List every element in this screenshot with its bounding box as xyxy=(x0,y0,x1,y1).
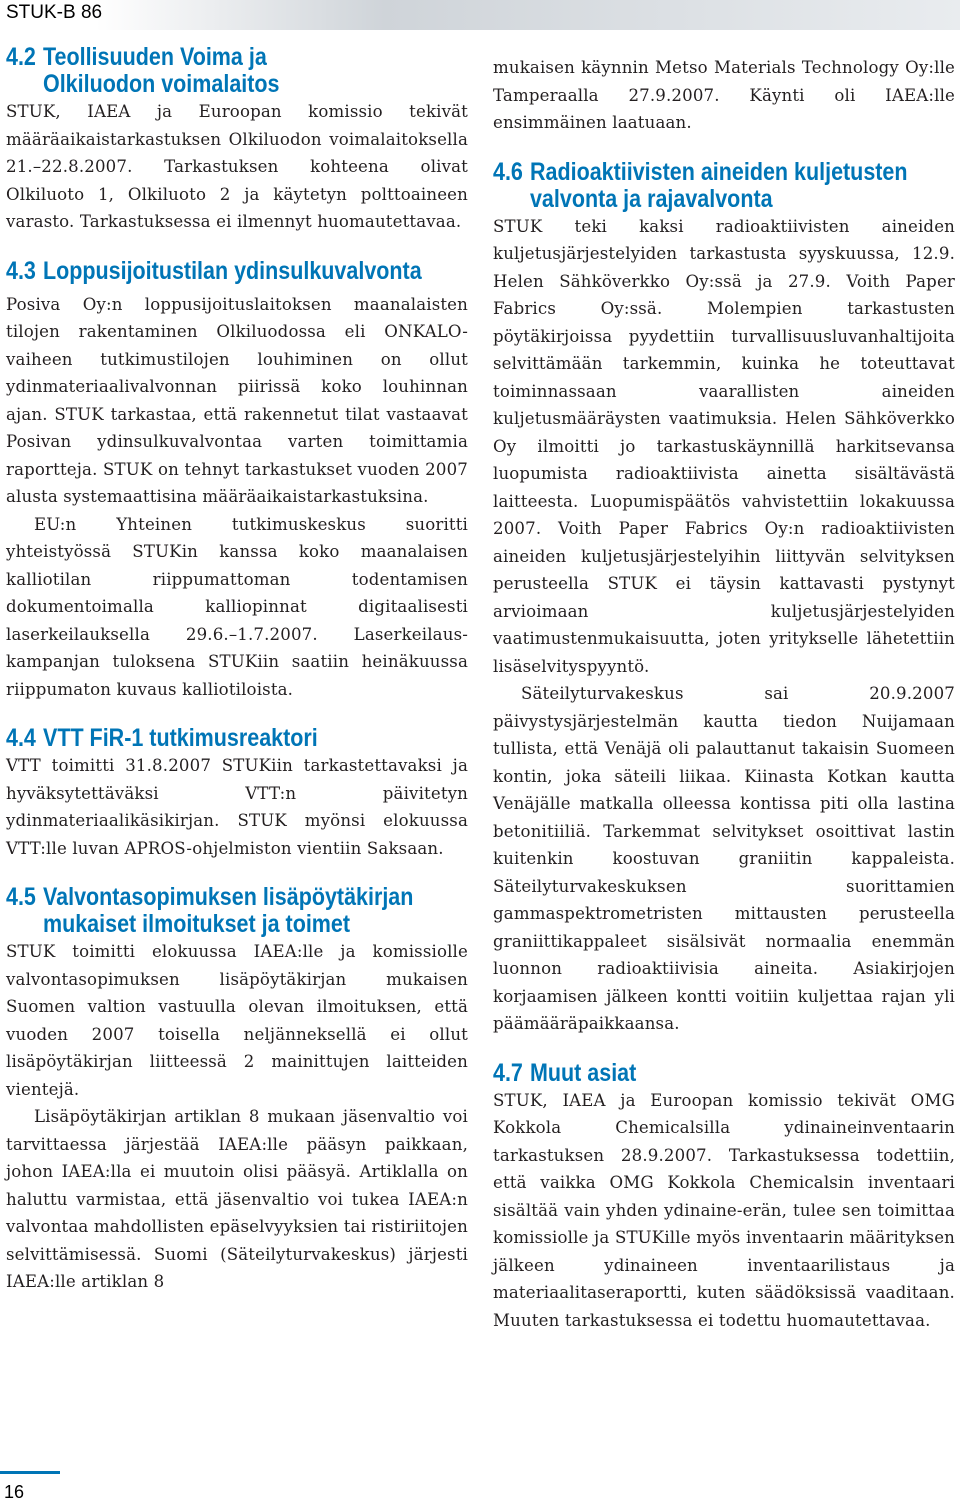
paragraph: EU:n Yhteinen tutkimuskeskus suoritti yhteistyössä STUKin kanssa koko maanalaisen kalliotilan riippumattoman todentamisen dokumentoimalla kalliopinnat digitaalisesti laserkeilauksella 29.6.–1.7.2007. Laserkeilaus-kampanjan tuloksena STUKiin saatiin heinäkuussa riippumaton kuvaus kalliotiloista. xyxy=(6,514,468,699)
paragraph: Säteilyturvakeskus sai 20.9.2007 päivystysjärjestelmän kautta tiedon Nuijamaan tullista, että Venäjä oli palauttanut takaisin Suomeen kontin, joka säteili liikaa. Kiinasta Kotkan kautta Venäjälle matkalla olleessa kontissa piti olla lastina betonitiiliä. Tarkemmat selvitykset osoittivat lastin kuitenkin koostuvan graniitin kappaleista. Säteilyturvakeskuksen suorittamien gammaspektrometristen mittausten perusteella graniittikappaleet sisälsivät normaalia enemmän luonnon radioaktiivisia aineita. Asiakirjojen korjaamisen jälkeen kontti voitiin kuljettaa rajan yli päämääräpaikkaansa. xyxy=(493,684,955,1033)
section-title-line2: valvonta ja rajavalvonta xyxy=(529,184,773,213)
section-number: 4.5 xyxy=(6,883,36,911)
section-heading-4-2 xyxy=(6,44,467,98)
section-number: 4.6 xyxy=(493,157,523,186)
section-title-line1: Valvontasopimuksen lisäpöytäkirjan xyxy=(42,883,414,911)
page-number: 16 xyxy=(4,1482,25,1502)
page-header-band xyxy=(0,0,960,30)
paragraph: STUK toimitti elokuussa IAEA:lle ja komissiolle valvontasopimuksen lisäpöytäkirjan mukaisen Suomen valtion vastuulla olevan ilmoituksen, että vuoden 2007 toisella neljänneksellä ei ollut lisäpöytäkirjan liitteessä 2 mainittujen laitteiden vientejä. xyxy=(6,942,468,1099)
section-number: 4.7 xyxy=(493,1058,523,1087)
paragraph: Posiva Oy:n loppusijoituslaitoksen maanalaisten tilojen rakentaminen Olkiluodossa eli ONKALO-vaiheen tutkimustilojen louhiminen on ollut ydinmateriaalivalvonnan piirissä koko louhinnan ajan. STUK tarkastaa, että rakennetut tilat vastaavat Posivan ydinsulkuvalvontaa varten toimittamia raportteja. STUK on tehnyt tarkastukset vuoden 2007 alusta systemaattisina määräaikaistarkastuksina. xyxy=(6,294,468,506)
publication-label: STUK-B 86 xyxy=(6,2,103,23)
paragraph: Lisäpöytäkirjan artiklan 8 mukaan jäsenvaltio voi tarvittaessa järjestää IAEA:lle pääsyn paikkaan, johon IAEA:lla ei muutoin olisi pääsyä. Artiklalla on haluttu varmistaa, että jäsenvaltio voi tukea IAEA:n valvontaa mahdollisten epäselvyyksien tai ristiriitojen selvittämisessä. Suomi (Säteilyturvakeskus) järjesti IAEA:lle artiklan 8 xyxy=(6,1107,468,1291)
section-title-line2: Olkiluodon voimalaitos xyxy=(42,70,280,98)
right-column xyxy=(493,54,955,1334)
section-number: 4.3 xyxy=(6,256,36,285)
paragraph: STUK, IAEA ja Euroopan komissio tekivät OMG Kokkola Chemicalsilla ydinaineinventaarin tarkastuksen 28.9.2007. Tarkastuksessa todettiin, että vaikka OMG Kokkola Chemicalsin inventaari sisältää vain yhden ydinaine-erän, tulee sen toimittaa komissiolle ja STUKille myös inventaarin määrityksen jälkeen ydinaineen inventaarilistaus ja materiaalitaseraportti, kuten säädöksissä vaaditaan. Muuten tarkastuksessa ei todettu huomautettavaa. xyxy=(493,1090,955,1330)
paragraph: STUK, IAEA ja Euroopan komissio tekivät määräaikaistarkastuksen Olkiluodon voimalaitoksella 21.–22.8.2007. Tarkastuksen kohteena olivat Olkiluoto 1, Olkiluoto 2 ja käytetyn polttoaineen varasto. Tarkastuksessa ei ilmennyt huomautettavaa. xyxy=(6,102,468,231)
section-title-line1: Teollisuuden Voima ja xyxy=(42,43,267,71)
section-number: 4.2 xyxy=(6,43,36,71)
section-heading-4-7 xyxy=(493,1060,954,1087)
section-title-line2: mukaiset ilmoitukset ja toimet xyxy=(42,910,351,938)
section-heading-4-6 xyxy=(493,159,954,213)
section-title-line1: Muut asiat xyxy=(529,1058,637,1087)
left-column xyxy=(6,44,468,1296)
section-heading-4-5 xyxy=(6,884,467,938)
section-title-line1: Radioaktiivisten aineiden kuljetusten xyxy=(529,157,908,186)
section-heading-4-4 xyxy=(6,725,467,752)
section-heading-4-3 xyxy=(6,258,467,285)
paragraph: mukaisen käynnin Metso Materials Technology Oy:lle Tamperaalla 27.9.2007. Käynti oli IAEA:lle ensimmäinen laatuaan. xyxy=(493,58,955,132)
section-title-line1: Loppusijoitustilan ydinsulkuvalvonta xyxy=(42,256,422,285)
paragraph: STUK teki kaksi radioaktiivisten aineiden kuljetusjärjestelyiden tarkastusta syyskuussa, 12.9. Helen Sähköverkko Oy:ssä ja 27.9. Voith Paper Fabrics Oy:ssä. Molempien tarkastusten pöytäkirjoissa pyydettiin turvallisuusluvanhaltijoita selvittämään tarkemmin, kuinka he toteuttavat toiminnassaan vaarallisten aineiden kuljetusmääräysten vaatimuksia. Helen Sähköverkko Oy ilmoitti jo tarkastuskäynnillä harkitsevansa luopumista radioaktiivista ainetta sisältävästä laitteesta. Luopumispäätös vahvistettiin lokakuussa 2007. Voith Paper Fabrics Oy:n radioaktiivisten aineiden kuljetusjärjestelyihin liittyvän selvityksen perusteella STUK ei täysin kattavasti pystynyt arvioimaan kuljetusjärjestelyiden vaatimustenmukaisuutta, joten yritykselle lähetettiin lisäselvityspyyntö. xyxy=(493,216,955,676)
paragraph: VTT toimitti 31.8.2007 STUKiin tarkastettavaksi ja hyväksytettäväksi VTT:n päivitetyn ydinmateriaalikäsikirjan. STUK myönsi elokuussa VTT:lle luvan APROS-ohjelmiston vientiin Saksaan. xyxy=(6,756,468,858)
section-number: 4.4 xyxy=(6,724,36,752)
footer-rule xyxy=(0,1471,60,1474)
section-title-line1: VTT FiR-1 tutkimusreaktori xyxy=(42,724,318,752)
